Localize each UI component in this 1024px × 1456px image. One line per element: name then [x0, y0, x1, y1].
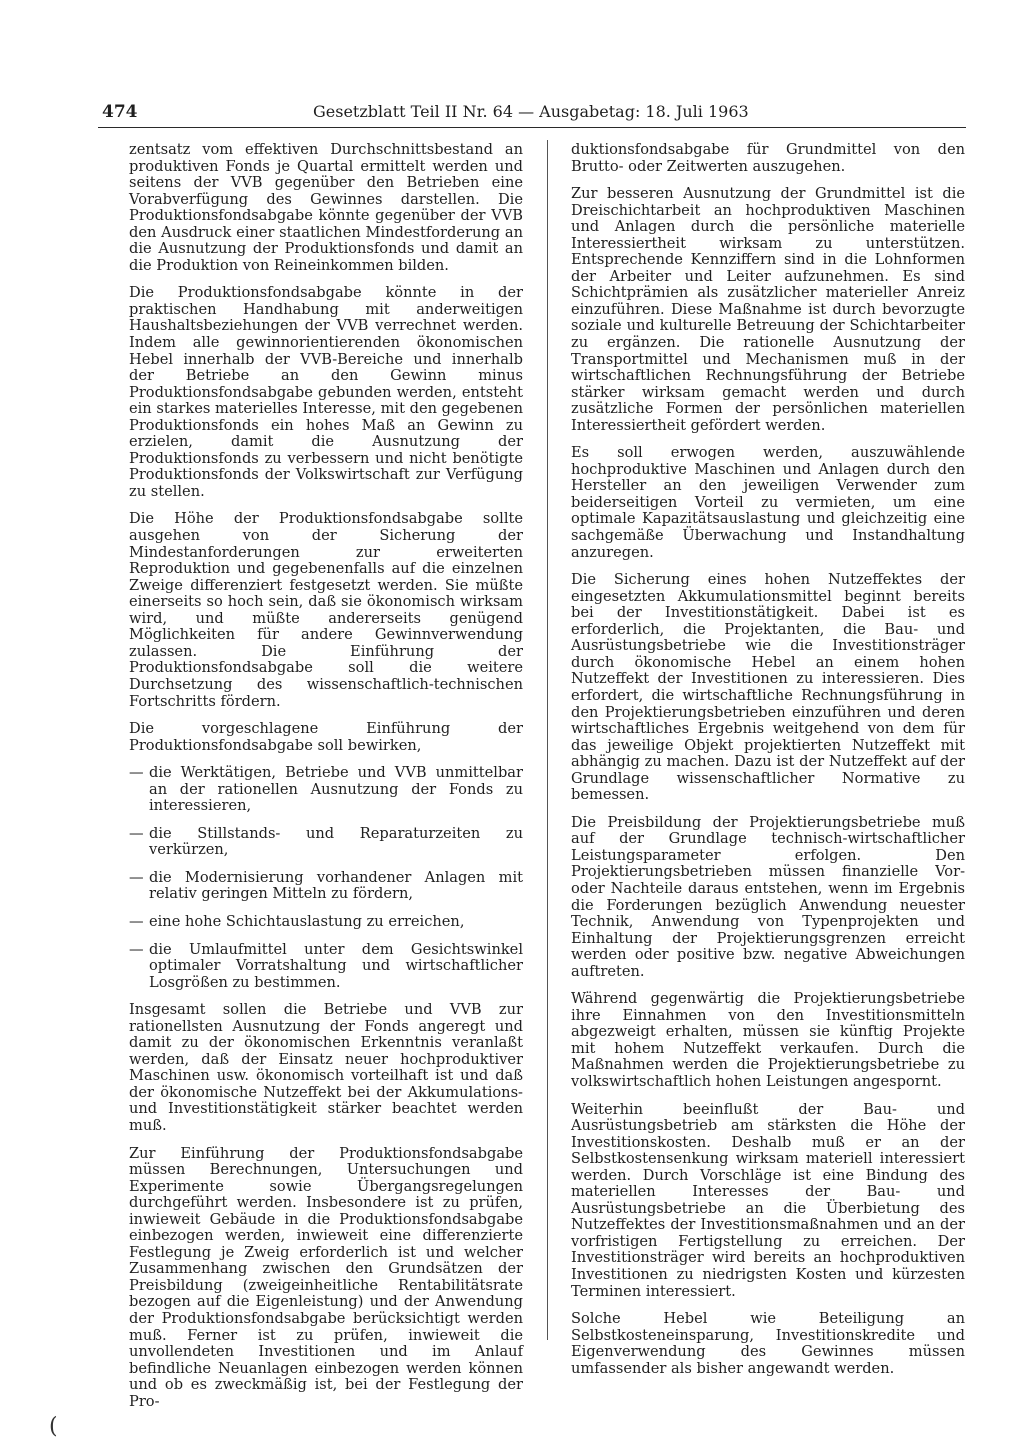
list-item — [129, 826, 523, 859]
list-item — [129, 765, 523, 815]
paragraph: Zur besseren Ausnutzung der Grundmittel ist die Dreischichtarbeit an hochproduktiven Maschinen und Anlagen durch die persönliche materielle Interessiertheit wirksam zu unterstützen. Entsprechende Kennziffern sind in die Lohnformen der Arbeiter und Leiter aufzunehmen. Es sind Schichtprämien als zusätzlicher materieller Anreiz einzuführen. Diese Maßnahme ist durch bevorzugte soziale und kulturelle Betreuung der Schichtarbeiter zu ergänzen. Die rationelle Ausnutzung der Transportmittel und Mechanismen muß in der wirtschaftlichen Rechnungsführung der Betriebe stärker wirksam gemacht werden und durch zusätzliche Formen der persönlichen materiellen Interessiertheit gefördert werden. — [571, 185, 965, 434]
dash-bullet: — — [129, 868, 144, 886]
paragraph: Es soll erwogen werden, auszuwählende hochproduktive Maschinen und Anlagen durch den Hersteller an den jeweiligen Verwender zum beiderseitigen Vorteil zu vermieten, um eine optimale Kapazitätsauslastung und gleichzeitig eine sachgemäße Überwachung und Instandhaltung anzuregen. — [571, 444, 965, 561]
paragraph: Die Höhe der Produktionsfondsabgabe sollte ausgehen von der Sicherung der Mindestanforderungen zur erweiterten Reproduktion und gegebenenfalls auf die einzelnen Zweige differenziert festgesetzt werden. Sie müßte einerseits so hoch sein, daß sie ökonomisch wirksam wird, und müßte andererseits genügend Möglichkeiten für andere Gewinnverwendung zulassen. Die Einführung der Produktionsfondsabgabe soll die weitere Durchsetzung des wissenschaftlich-technischen Fortschritts fördern. — [129, 510, 523, 710]
left-column — [129, 142, 523, 1421]
paragraph: zentsatz vom effektiven Durchschnittsbestand an produktiven Fonds je Quartal ermittelt werden und seitens der VVB gegenüber den Betrieben eine Vorabverfügung des Gewinnes darstellen. Die Produktionsfondsabgabe könnte gegenüber der VVB den Ausdruck einer staatlichen Mindestforderung an die Ausnutzung der Produktionsfonds und damit an die Produktion von Reineinkommen bilden. — [129, 141, 523, 274]
list-item — [129, 914, 523, 931]
list-item-text: die Umlaufmittel unter dem Gesichtswinkel optimaler Vorratshaltung und wirtschaftlicher Losgrößen zu bestimmen. — [149, 940, 523, 991]
dash-bullet: — — [129, 940, 144, 958]
list-item — [129, 942, 523, 992]
column-divider — [547, 140, 548, 1340]
page-number: 474 — [102, 102, 138, 122]
paragraph: Die Produktionsfondsabgabe könnte in der praktischen Handhabung mit anderweitigen Haushaltsbeziehungen der VVB verrechnet werden. Indem alle gewinnorientierenden ökonomischen Hebel innerhalb der VVB-Bereiche und innerhalb der Betriebe an den Gewinn minus Produktionsfondsabgabe gebunden werden, entsteht ein starkes materielles Interesse, mit den gegebenen Produktionsfonds ein hohes Maß an Gewinn zu erzielen, damit die Ausnutzung der Produktionsfonds zu verbessern und nicht benötigte Produktionsfonds der Volkswirtschaft zur Verfügung zu stellen. — [129, 284, 523, 500]
dash-bullet: — — [129, 764, 144, 782]
list-item-text: die Werktätigen, Betriebe und VVB unmittelbar an der rationellen Ausnutzung der Fonds zu interessieren, — [149, 764, 523, 815]
paragraph: Die Sicherung eines hohen Nutzeffektes der eingesetzten Akkumulationsmittel beginnt bereits bei der Investitionstätigkeit. Dabei ist es erforderlich, die Projektanten, die Bau- und Ausrüstungsbetriebe wie die Investitionsträger durch ökonomische Hebel an einem hohen Nutzeffekt der Investitionen zu interessieren. Dies erfordert, die wirtschaftliche Rechnungsführung in den Projektierungsbetrieben einzuführen und deren wirtschaftliches Ergebnis weitgehend von dem für das jeweilige Objekt projektierten Nutzeffekt mit abhängig zu machen. Dazu ist der Nutzeffekt auf der Grundlage wissenschaftlicher Normative zu bemessen. — [571, 571, 965, 804]
paragraph: Solche Hebel wie Beteiligung an Selbstkosteneinsparung, Investitionskredite und Eigenverwendung des Gewinnes müssen umfassender als bisher angewandt werden. — [571, 1310, 965, 1377]
dash-bullet: — — [129, 824, 144, 842]
dash-list — [129, 765, 523, 991]
dash-bullet: — — [129, 912, 144, 930]
paragraph: Die Preisbildung der Projektierungsbetriebe muß auf der Grundlage technisch-wirtschaftlicher Leistungsparameter erfolgen. Den Projektierungsbetrieben müssen finanzielle Vor- oder Nachteile daraus entstehen, wenn im Ergebnis die Forderungen bezüglich Anwendung neuester Technik, Anwendung von Typenprojekten und Einhaltung der Projektierungsgrenzen erreicht werden oder positive bzw. negative Abweichungen auftreten. — [571, 813, 965, 980]
right-column — [571, 142, 965, 1388]
list-item-text: eine hohe Schichtauslastung zu erreichen, — [149, 912, 465, 930]
running-header — [98, 97, 966, 128]
running-head: Gesetzblatt Teil II Nr. 64 — Ausgabetag: 18. Juli 1963 — [313, 102, 749, 121]
paragraph: Weiterhin beeinflußt der Bau- und Ausrüstungsbetrieb am stärksten die Höhe der Investitionskosten. Deshalb muß er an der Selbstkostensenkung wirksam materiell interessiert werden. Durch Vorschläge ist eine Bindung des materiellen Interesses der Bau- und Ausrüstungsbetriebe an die Überbietung des Nutzeffektes der Investitionsmaßnahmen und an der vorfristigen Fertigstellung zu erreichen. Der Investitionsträger wird bereits an hochproduktiven Investitionen zu niedrigsten Kosten und kürzesten Terminen interessiert. — [571, 1100, 965, 1300]
paragraph: Zur Einführung der Produktionsfondsabgabe müssen Berechnungen, Untersuchungen und Experimente sowie Übergangsregelungen durchgeführt werden. Insbesondere ist zu prüfen, inwieweit Gebäude in die Produktionsfondsabgabe einbezogen werden, inwieweit eine differenzierte Festlegung je Zweig erforderlich ist und welcher Zusammenhang zwischen den Grundsätzen der Preisbildung (zweigeinheitliche Rentabilitätsrate bezogen auf die Eigenleistung) und der Anwendung der Produktionsfondsabgabe berücksichtigt werden muß. Ferner ist zu prüfen, inwieweit die unvollendeten Investitionen und im Anlauf befindliche Neuanlagen einbezogen werden können und ob es zweckmäßig ist, bei der Festlegung der Pro- — [129, 1144, 523, 1410]
list-item-text: die Stillstands- und Reparaturzeiten zu verkürzen, — [149, 824, 523, 859]
list-item — [129, 870, 523, 903]
paragraph: Insgesamt sollen die Betriebe und VVB zur rationellsten Ausnutzung der Fonds angeregt und damit zu der ökonomischen Erkenntnis veranlaßt werden, daß der Einsatz neuer hochproduktiver Maschinen usw. ökonomisch vorteilhaft ist und daß der ökonomische Nutzeffekt bei der Akkumulations- und Investitionstätigkeit stärker beachtet werden muß. — [129, 1001, 523, 1134]
paragraph: Die vorgeschlagene Einführung der Produktionsfondsabgabe soll bewirken, — [129, 720, 523, 754]
paragraph: Während gegenwärtig die Projektierungsbetriebe ihre Einnahmen von den Investitionsmitteln abgezweigt erhalten, müssen sie künftig Projekte mit hohem Nutzeffekt verkaufen. Durch die Maßnahmen werden die Projektierungsbetriebe zu volkswirtschaftlich hohen Leistungen angespornt. — [571, 990, 965, 1090]
margin-mark: ( — [49, 1414, 58, 1439]
paragraph: duktionsfondsabgabe für Grundmittel von den Brutto- oder Zeitwerten auszugehen. — [571, 141, 965, 175]
list-item-text: die Modernisierung vorhandener Anlagen mit relativ geringen Mitteln zu fördern, — [149, 868, 523, 903]
